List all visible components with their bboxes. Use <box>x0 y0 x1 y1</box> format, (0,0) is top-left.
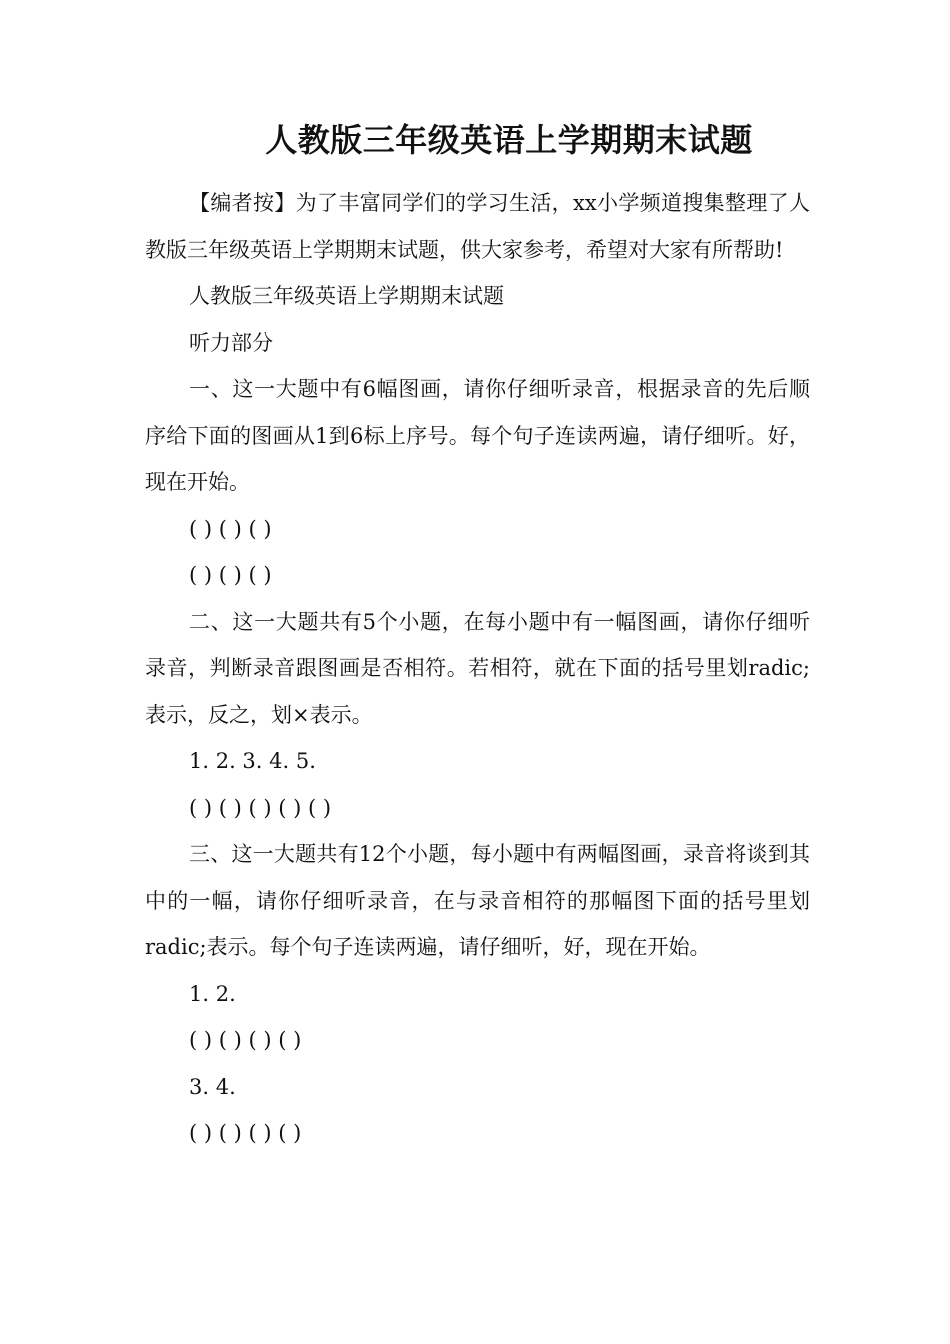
question-1-blanks-row-1: ( ) ( ) ( ) <box>189 516 272 541</box>
question-3-numbers-row-1: 1. 2. <box>189 981 236 1006</box>
question-3-instructions: 三、这一大题共有12个小题，每小题中有两幅图画，录音将谈到其中的一幅，请你仔细听录音，在与录音相符的那幅图下面的括号里划radic;表示。每个句子连读两遍，请仔细听，好，现在开始。 <box>145 842 810 959</box>
question-1-blanks-row-2: ( ) ( ) ( ) <box>189 563 272 587</box>
question-2-instructions: 二、这一大题共有5个小题，在每小题中有一幅图画，请你仔细听录音，判断录音跟图画是否相符。若相符，就在下面的括号里划radic;表示，反之，划×表示。 <box>145 609 810 727</box>
question-3-blanks-row-2: ( ) ( ) ( ) ( ) <box>189 1121 302 1145</box>
editor-note-paragraph: 【编者按】为了丰富同学们的学习生活，xx小学频道搜集整理了人教版三年级英语上学期期末试题，供大家参考，希望对大家有所帮助! <box>145 191 810 262</box>
question-2-blanks: ( ) ( ) ( ) ( ) ( ) <box>189 795 332 820</box>
subtitle-paragraph: 人教版三年级英语上学期期末试题 <box>189 284 504 308</box>
question-3-numbers-row-2: 3. 4. <box>189 1074 236 1099</box>
question-3-blanks-row-1: ( ) ( ) ( ) ( ) <box>189 1028 302 1052</box>
question-1-instructions: 一、这一大题中有6幅图画，请你仔细听录音，根据录音的先后顺序给下面的图画从1到6标上序号。每个句子连读两遍，请仔细听。好，现在开始。 <box>145 377 810 494</box>
document-body <box>145 180 810 1157</box>
question-2-numbers: 1. 2. 3. 4. 5. <box>189 749 316 773</box>
document-title: 人教版三年级英语上学期期末试题 <box>265 121 753 159</box>
section-heading-listening: 听力部分 <box>189 330 273 355</box>
